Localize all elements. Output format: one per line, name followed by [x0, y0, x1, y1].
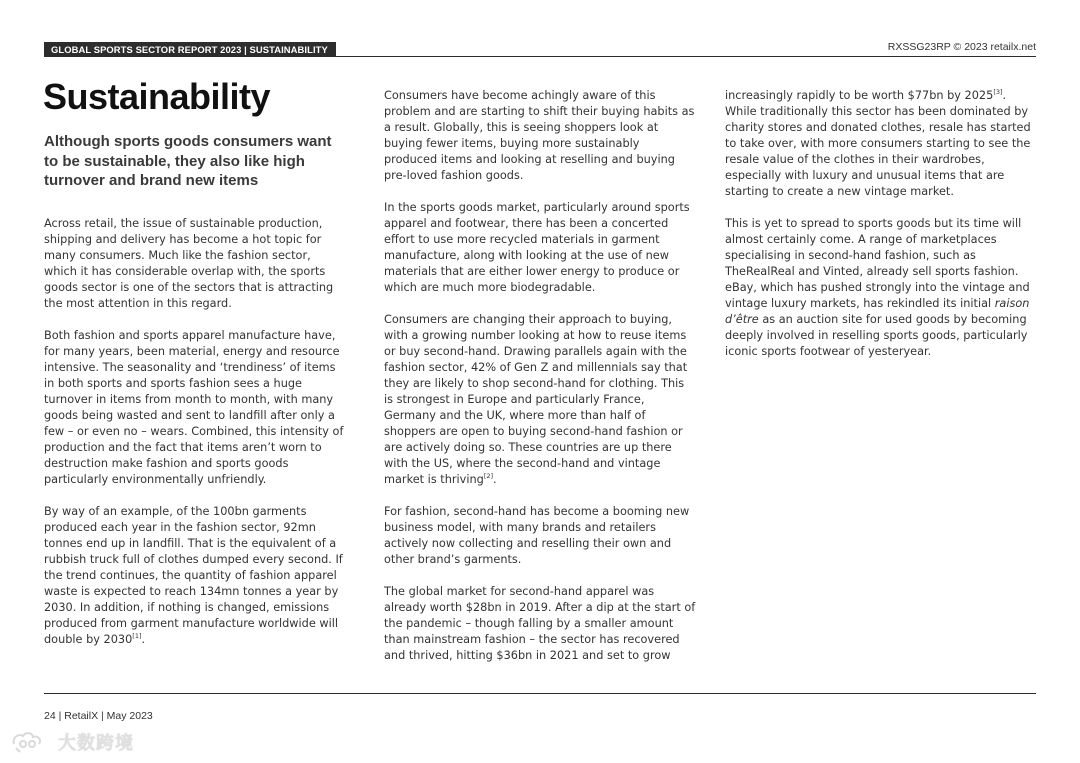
- text-column-2: [384, 88, 696, 680]
- watermark-text: 大数跨境: [58, 733, 134, 754]
- page-footer: 24 | RetailX | May 2023: [44, 710, 153, 722]
- footnote-ref[interactable]: [2]: [483, 472, 494, 481]
- paragraph-text: . While traditionally this sector has been dominated by charity stores and donated clothes, resale has started to take over, with more consumers starting to see the resale value of the clothes in their wardrobes, especially with luxury and unusual items that are starting to create a new vintage market.: [725, 89, 1031, 198]
- page-subtitle: Although sports goods consumers want to be sustainable, they also like high turnover and brand new items: [44, 133, 332, 189]
- watermark: [10, 728, 134, 756]
- paragraph: Consumers have become achingly aware of this problem and are starting to shift their buying habits as a result. Globally, this is seeing shoppers look at buying fewer items, buying more sustainably produced items and looking at reselling and buying pre-loved fashion goods.: [384, 89, 695, 182]
- footer-divider: [44, 693, 1036, 694]
- paragraph: [725, 216, 1037, 360]
- paragraph-text: increasingly rapidly to be worth $77bn by 2025: [725, 89, 994, 102]
- page-title: Sustainability: [43, 76, 271, 117]
- paragraph-text: This is yet to spread to sports goods but its time will almost certainly come. A range of marketplaces specialising in second-hand fashion, such as TheRealReal and Vinted, already sell sports fashion. eBay, which has pushed strongly into the vintage and vintage luxury markets, has rekindled its initial: [725, 217, 1030, 310]
- paragraph-end: .: [141, 633, 146, 646]
- paragraph: Across retail, the issue of sustainable production, shipping and delivery has become a hot topic for many consumers. Much like the fashion sector, which it has considerable overlap with, the sports goods sector is one of the sectors that is attracting the most attention in this regard.: [44, 217, 334, 310]
- italic-phrase: raison d’être: [725, 297, 1030, 326]
- watermark-logo-icon: [10, 730, 52, 754]
- paragraph: For fashion, second-hand has become a booming new business model, with many brands and retailers actively now collecting and reselling their own and other brand’s garments.: [384, 505, 690, 566]
- text-column-1: [44, 216, 344, 664]
- paragraph-text: By way of an example, of the 100bn garments produced each year in the fashion sector, 92mn tonnes end up in landfill. That is the equivalent of a rubbish truck full of clothes dumped every second. If the trend continues, the quantity of fashion apparel waste is expected to reach 134mn tonnes a year by 2030. In addition, if nothing is changed, emissions produced from garment manufacture worldwide will double by 2030: [44, 505, 343, 646]
- footnote-ref[interactable]: [1]: [132, 632, 142, 641]
- paragraph: [44, 504, 344, 648]
- paragraph: In the sports goods market, particularly around sports apparel and footwear, there has been a concerted effort to use more recycled materials in garment manufacture, along with looking at the use of new materials that are either lower energy to produce or which are much more biodegradable.: [384, 201, 690, 294]
- section-tag: GLOBAL SPORTS SECTOR REPORT 2023 | SUSTAINABILITY: [44, 42, 336, 57]
- text-column-3: [725, 88, 1037, 376]
- paragraph-text: Consumers are changing their approach to buying, with a growing number looking at how to reuse items or buy second-hand. Drawing parallels again with the fashion sector, 42% of Gen Z and millennials say that they are likely to shop second-hand for clothing. This is strongest in Europe and particularly France, Germany and the UK, where more than half of shoppers are open to buying second-hand fashion or are actively doing so. These countries are up there with the US, where the second-hand and vintage market is thriving: [384, 313, 688, 486]
- footnote-ref[interactable]: [3]: [993, 88, 1003, 97]
- paragraph: [725, 88, 1037, 200]
- paragraph-end: .: [493, 473, 497, 486]
- paragraph: Both fashion and sports apparel manufacture have, for many years, been material, energy and resource intensive. The seasonality and ‘trendiness’ of items in both sports and sports fashion sees a huge turnover in items from month to month, with many goods being wasted and sent to landfill after only a few – or even no – wears. Combined, this intensity of production and the fact that items aren’t worn to destruction make fashion and sports goods particularly environmentally unfriendly.: [44, 329, 344, 486]
- report-reference: RXSSG23RP © 2023 retailx.net: [887, 41, 1036, 53]
- paragraph: The global market for second-hand apparel was already worth $28bn in 2019. After a dip at the start of the pandemic – though falling by a smaller amount than mainstream fashion – the sector has recovered and thrived, hitting $36bn in 2021 and set to grow: [384, 585, 696, 662]
- header-divider: [44, 56, 1036, 57]
- paragraph: [384, 312, 696, 488]
- paragraph-text: as an auction site for used goods by becoming deeply involved in reselling sports goods, particularly iconic sports footwear of yesteryear.: [725, 313, 1028, 358]
